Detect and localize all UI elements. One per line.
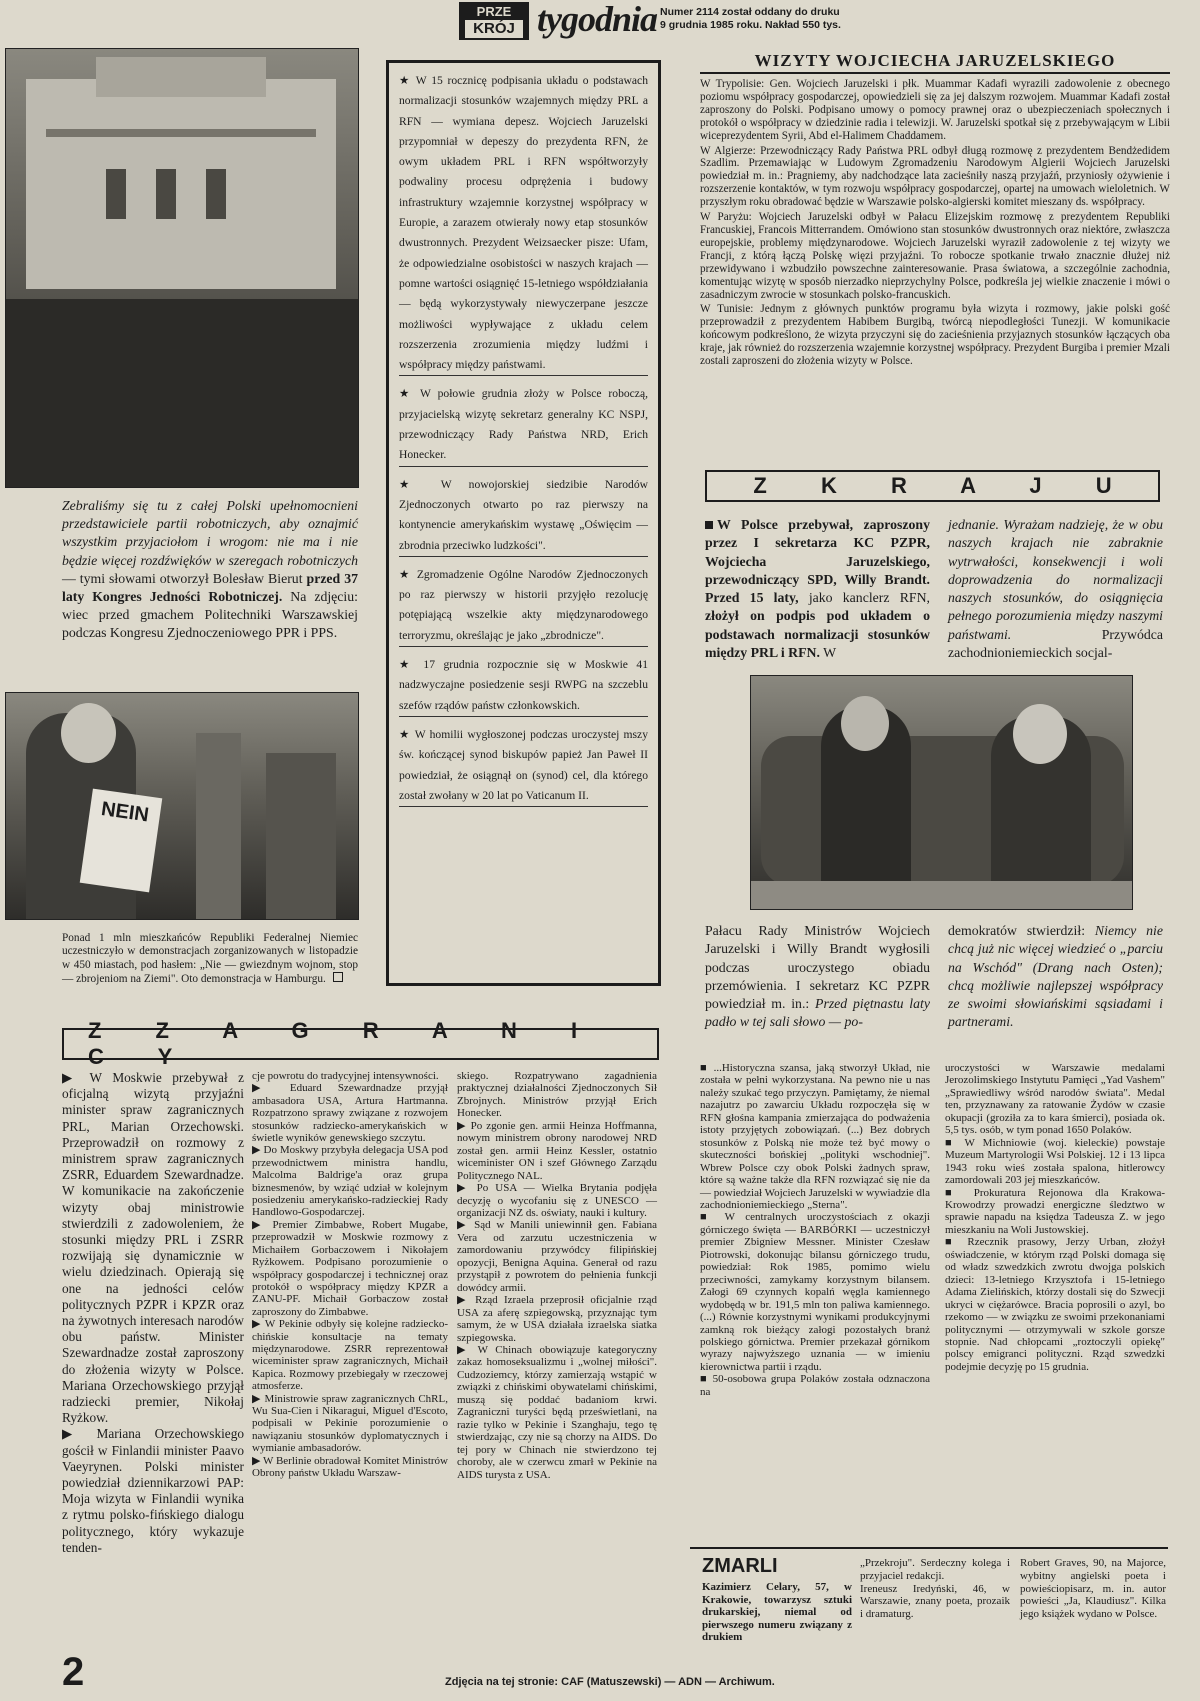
visits-body [700, 78, 1170, 370]
abroad-col2 [252, 1070, 448, 1479]
abroad-col3-text: skiego. Rozpatrywano zagadnienia praktycznej działalności Zjednoczonych Sił Zbrojnych. Ministrów przyjął Erich Honecker. ▶ Po zgonie gen. armii Heinza Hoffmanna, nowym ministrem obrony narodowej NRD został gen. armii Heinz Kessler, ostatnio wiceminister ON i szef Głównego Zarządu Politycznego NAL. ▶ Po USA — Wielka Brytania podjęła decyzję o wycofaniu się z UNESCO — organizacji NZ ds. oświaty, nauki i kultury. ▶ Sąd w Manili uniewinnił gen. Fabiana Vera od zarzutu uczestniczenia w zamordowaniu przywódcy filipińskiej opozycji, Benigna Aquina. Generał od razu przystąpił z powrotem do pełnienia funkcji dowódcy armii. ▶ Rząd Izraela przeprosił oficjalnie rząd USA za aferę szpiegowską, przyznając tym samym, że w USA działała izraelska siatka szpiegowska. ▶ W Chinach obowiązuje kategoryczny zakaz homoseksualizmu i „wolnej miłości". Cudzoziemcy, którzy zamierzają wstąpić w związki z chińskimi obywatelami chińskimi, muszą się poddać badaniom krwi. Zagraniczni turyści będą prześwietlani, na razie tylko w Pekinie i Szanghaju, tego tę stwierdzając, czy nie są chorzy na AIDS. Do tej pory w Chinach nie stwierdzono tej choroby, ale w czerwcu zmarł w Pekinie na AIDS turysta z USA. [457, 1070, 657, 1481]
demonstration-photo [5, 692, 359, 920]
bullet-square-icon [705, 521, 713, 529]
z-kraju-col3 [705, 922, 930, 1032]
news-item: ★ W 15 rocznicę podpisania układu o podstawach normalizacji stosunków wzajemnych między PRL a RFN — wymiana depesz. Wojciech Jaruzelski przypomniał w depeszy do prezydenta RFN, że owym układem PRL i RFN współtworzyły podwaliny procesu odprężenia i budowy infrastruktury wzajemnie korzystnej współpracy w Europie, a zarazem otwierały nowy etap stosunków dwustronnych. Prezydent Weizsaecker pisze: Ufam, że odpowiedzialne osobistości w naszych krajach — pomne wartości osiągnięć 15-letniego współdziałania — będą wykorzystywały niewyczerpane jeszcze możliwości wypływające z układu celem rozszerzenia zrozumienia między ludźmi i współpracy między państwami. [399, 71, 648, 376]
domestic-col4-text: ■ ...Historyczna szansa, jaką stworzył Układ, nie została w pełni wykorzystana. Na pewno nie u nas należy szukać tego przyczyn. Pamiętamy, że niemal nazajutrz po zawarciu Układu rozpoczęła się w RFN głośna kampania zmierzająca do podważenia istoty przyjętych zobowiązań. (...) Bez dobrych stosunków z Polską nie może też być mowy o skuteczności bońskiej „polityki wschodniej". Wbrew Polsce czy obok Polski żadnych spraw, które są ważne także dla RFN rozwiązać się nie da — powiedział Wojciech Jaruzelski w wywiadzie dla zachodnioniemieckiego „Sterna". ■ W centralnych uroczystościach z okazji górniczego święta — BARBÓRKI — uczestniczył premier Zbigniew Messner. Minister Czesław Piotrowski, dokonując bilansu górniczego trudu, powiedział: Rok 1985, pomimo wielu przeciwności, zamykamy korzystnym bilansem. Załogi 69 czynnych kopalń węgla kamiennego wydobędą w br. 191,5 mln ton paliwa kamiennego. (...) Równie korzystnymi wynikami produkcyjnymi zamkną rok bieżący załogi pozostałych branż polskiego górnictwa. Premier przekazał górnikom wyrazy najwyższego uznania — w imieniu kierownictwa partii i rządu. ■ 50-osobowa grupa Polaków została odznaczona na [700, 1062, 930, 1398]
issue-line-2: 9 grudnia 1985 roku. Nakład 550 tys. [660, 19, 841, 31]
news-items [399, 71, 648, 807]
logo-word-top: PRZE [476, 4, 512, 19]
brandt-visit-bold: W Polsce przebywał, zaproszony przez I sekretarza KC PZPR, Wojciecha Jaruzelskiego, przewodniczący SPD, Willy Brandt. Przed 15 laty, [705, 517, 930, 606]
news-box [386, 60, 661, 986]
issue-line-1: Numer 2114 został oddany do druku [660, 6, 840, 18]
domestic-col5 [945, 1062, 1165, 1373]
z-kraju-col1 [705, 516, 930, 662]
issue-info [660, 6, 841, 32]
z-zagranicy-banner [62, 1018, 659, 1069]
visits-paris: W Paryżu: Wojciech Jaruzelski odbył w Pałacu Elizejskim rozmowę z prezydentem Republiki Francuskiej, Francois Mitterrandem. Omówiono stan stosunków dwustronnych oraz niektóre, zwłaszcza europejskie, problemy międzynarodowe. Wojciech Jaruzelski wyraził zadowolenie z tej wizyty we Francji, z którą łączą Polskę więzi przyjaźni. To robocze spotkanie trwało znacznie dłużej niż przewidywano i wzbudziło powszechne zainteresowanie. Prasa światowa, a szczególnie zachodnia, komentując wizytę w sposób nierzadko nieprzychylny Polsce, podkreśla jej wielkie znaczenie i mówi o zasadniczym zwrocie w stosunkach polsko-francuskich. [700, 211, 1170, 301]
abroad-col3 [457, 1070, 657, 1481]
z-kraju-col2 [948, 516, 1163, 662]
z-zagranicy-title: Z Z A G R A N I C Y [88, 1018, 602, 1069]
caption-description: Na zdjęciu: wiec przed gmachem Politechniki Warszawskiej podczas Kongresu Zjednoczeniowego PPR i PPS. [62, 589, 358, 641]
news-item: ★ W połowie grudnia złoży w Polsce roboczą, przyjacielską wizytę sekretarz generalny KC NSPJ, przewodniczący Rady Państwa NRD, Erich Honecker. [399, 384, 648, 466]
logo-script: tygodnia [537, 0, 658, 39]
z-kraju-col4 [948, 922, 1163, 1032]
visits-title-rule [700, 72, 1170, 74]
spd-statement-text: demokratów stwierdził: [948, 923, 1086, 938]
nein-sign: NEIN [99, 798, 151, 827]
brandt-quote: jednanie. Wyrażam nadzieję, że w obu naszych krajach nie zabraknie wytrwałości, konsekwencji i woli doprowadzenia do normalizacji naszych stosunków, do osiągnięcia pełnego porozumienia między naszymi państwami. [948, 517, 1163, 642]
dinner-speech-quote: Przed piętnastu laty padło w tej sali słowo — po- [705, 996, 930, 1030]
obituaries-title: ZMARLI [702, 1555, 778, 1577]
caption-attribution: — tymi słowami otworzył Bolesław Bierut [62, 570, 303, 586]
obituary-col2: „Przekroju". Serdeczny kolega i przyjaciel redakcji. Ireneusz Iredyński, 46, w Warszawie, znany poeta, prozaik i dramaturg. [860, 1557, 1010, 1621]
caption-quote: Zebraliśmy się tu z całej Polski upełnomocnieni przedstawiciele partii robotniczych, aby oznajmić wszystkim przyjaciołom i wrogom: nie ma i nie będzie więcej rozdźwięków w szeregach robotniczych [62, 498, 358, 568]
z-kraju-banner [705, 470, 1160, 502]
z-kraju-title: Z K R A J U [753, 473, 1136, 498]
obituary-col1: Kazimierz Celary, 57, w Krakowie, towarzysz sztuki drukarskiej, niemal od pierwszego numeru związany z drukiem [702, 1581, 852, 1643]
obituaries-box [690, 1547, 1168, 1667]
jaruzelski-brandt-photo [750, 675, 1133, 910]
photo-credits: Zdjęcia na tej stronie: CAF (Matuszewski) — ADN — Archiwum. [445, 1676, 775, 1688]
rally-caption [62, 497, 358, 643]
page-number: 2 [62, 1650, 85, 1694]
brandt-visit-text: jako kanclerz RFN, [808, 590, 930, 606]
logo-word-bottom: KRÓJ [465, 20, 523, 38]
news-item: ★ W homilii wygłoszonej podczas uroczystej mszy św. kończącej synod biskupów papież Jan Paweł II powiedział, że osiągnął on (synod) cel, dla którego został zwołany w 20 lat po Vaticanum II. [399, 725, 648, 807]
visits-tunis: W Tunisie: Jednym z głównych punktów programu była wizyta i rozmowy, jakie polski gość przeprowadził z prezydentem Habibem Burgibą, twórcą niepodległości Tunezji. W komunikacie końcowym podkreślono, że wizyta przyczyni się do zacieśnienia przyjaznych stosunków łączących oba kraje, jak również do rozszerzenia wzajemnie korzystnej współpracy. Prezydent Burgiba i premier Mzali zostali zaproszeni do złożenia wizyty w Polsce. [700, 303, 1170, 368]
abroad-col1 [62, 1070, 244, 1556]
demo-caption-text: Ponad 1 mln mieszkańców Republiki Federalnej Niemiec uczestniczyło w demonstracjach zorganizowanych w listopadzie w 450 miastach, pod hasłem: „Nie — gwiezdnym wojnom, stop — zbrojeniom na Ziemi". Oto demonstracja w Hamburgu. [62, 932, 358, 986]
obituary-col3: Robert Graves, 90, na Majorce, wybitny angielski poeta i powieściopisarz, m. in. autor powieści „Ja, Klaudiusz". Kilka jego książek wydano w Polsce. [1020, 1557, 1166, 1621]
domestic-col5-text: uroczystości w Warszawie medalami Jerozolimskiego Instytutu Pamięci „Yad Vashem" „Sprawiedliwy wśród narodów świata". Medal ten, przyznawany za ratowanie Żydów w czasie okupacji (groziła za to kara śmierci), posiada ok. 5,5 tys. osób, w tym ponad 1650 Polaków. ■ W Michniowie (woj. kieleckie) powstaje Muzeum Martyrologii Wsi Polskiej. 12 i 13 lipca 1943 roku wieś została spalona, hitlerowcy zamordowali 203 jej mieszkańców. ■ Prokuratura Rejonowa dla Krakowa-Krowodrzy prowadzi energiczne śledztwo w sprawie napadu na księdza Tadeusza Z. w jego mieszkaniu na Woli Justowskiej. ■ Rzecznik prasowy, Jerzy Urban, złożył oświadczenie, w którym rząd Polski domaga się od władz szwedzkich zwrotu dwojga polskich dzieci: 13-letniego Krzysztofa i 15-letniego Adama Zielińskich, którzy dostali się do Szwecji ukryci w ciężarówce. Bracia poprosili o azyl, bo rzekomo — w związku ze swoimi przekonaniami politycznymi — otrzymywali w szkole gorsze stopnie. Nad chłopcami „roztoczyli opiekę" polscy emigranci polityczni. Rząd szwedzki podejmie decyzję po 15 grudnia. [945, 1062, 1165, 1373]
news-item: ★ 17 grudnia rozpocznie się w Moskwie 41 nadzwyczajne posiedzenie sesji RWPG na szczeblu szefów rządów państw członkowskich. [399, 655, 648, 717]
brandt-visit-bold2: złożył on podpis pod układem o podstawach normalizacji stosunków między PRL i RFN. [705, 608, 930, 661]
domestic-col4 [700, 1062, 930, 1398]
visits-algiers: W Algierze: Przewodniczący Rady Państwa PRL odbył długą rozmowę z prezydentem Bendżedidem Szadlim. Przemawiając w Ludowym Zgromadzeniu Narodowym Algierii Wojciech Jaruzelski powiedział m. in.: Pragniemy, aby nadchodzące lata zacieśniły naszą przyjaźń, przyniosły ożywienie i rozszerzenie kontaktów, w tym rozwoju współpracy gospodarczej, opartej na umowach wieloletnich. W przyszłym roku obradować będzie w Warszawie polsko-algierski komitet mieszany ds. współpracy. [700, 144, 1170, 209]
caption-bold: przed 37 laty Kongres Jedności Robotniczej. [62, 570, 358, 605]
visits-title: WIZYTY WOJCIECHA JARUZELSKIEGO [754, 51, 1116, 70]
rally-photo [5, 48, 359, 488]
spd-statement-quote: Niemcy nie chcą już nic więcej wiedzieć o „parciu na Wschód" (Drang nach Osten); chcą możliwie najlepszej współpracy ze swoimi słowiańskimi sąsiadami i partnerami. [948, 923, 1163, 1030]
brandt-quote-rest: Przywódca zachodnioniemieckich socjal- [948, 626, 1163, 661]
masthead [455, 2, 915, 42]
demonstration-caption [62, 932, 358, 987]
abroad-col1-text: ▶ W Moskwie przebywał z oficjalną wizytą przyjaźni minister spraw zagranicznych PRL, Marian Orzechowski. Przeprowadził on rozmowy z ministrem spraw zagranicznych ZSRR, Eduardem Szewardnadze. W komunikacie na zakończenie wizyty obaj ministrowie stwierdzili z zadowoleniem, że stosunki między PRL i ZSRR rozwijają się dynamicznie w wielu dziedzinach. Opierają się one na jedności celów politycznych PZPR i KPZR oraz na żywotnych interesach narodów obu państw. Minister Szewardnadze został zaproszony do złożenia wizyty w Polsce. Mariana Orzechowskiego przyjął radziecki premier, Nikołaj Ryżkow. ▶ Mariana Orzechowskiego gościł w Finlandii minister Paavo Vaeyrynen. Polski minister powiedział dziennikarzowi PAP: Moja wizyta w Finlandii wynika z rytmu polsko-fińskiego dialogu politycznego, który wykazuje tenden- [62, 1070, 244, 1555]
end-square-icon [333, 972, 343, 982]
logo-box [459, 2, 529, 40]
news-item: ★ Zgromadzenie Ogólne Narodów Zjednoczonych po raz pierwszy w historii przyjęło rezolucję potępiającą wszelkie akty międzynarodowego terroryzmu, określając je jako „zbrodnicze". [399, 565, 648, 647]
news-item: ★ W nowojorskiej siedzibie Narodów Zjednoczonych otwarto po raz pierwszy na kontynencie amerykańskim wystawę „Oświęcim — zbrodnia przeciwko ludzkości". [399, 475, 648, 557]
abroad-col2-text: cje powrotu do tradycyjnej intensywności. ▶ Eduard Szewardnadze przyjął ambasadora USA, Artura Hartmanna. Rozpatrzono sprawy związane z rozwojem stosunków radziecko-amerykańskich w świetle wyników genewskiego szczytu. ▶ Do Moskwy przybyła delegacja USA pod przewodnictwem ministra handlu, Malcolma Baldrige'a oraz grupa biznesmenów, by wziąć udział w kolejnym posiedzeniu amerykańsko-radzieckiej Rady Handlowo-Gospodarczej. ▶ Premier Zimbabwe, Robert Mugabe, przeprowadził w Moskwie rozmowy z Michaiłem Gorbaczowem i Nikołajem Ryżkowem. Podpisano porozumienie o współpracy gospodarczej i technicznej oraz protokół o współpracy między KPZR a ZANU-PF. Michaił Gorbaczow został zaproszony do Zimbabwe. ▶ W Pekinie odbyły się kolejne radziecko-chińskie konsultacje na tematy międzynarodowe. ZSRR reprezentował wiceminister spraw zagranicznych, Michaił Kapica. Rozmowy przebiegały w rzeczowej atmosferze. ▶ Ministrowie spraw zagranicznych ChRL, Wu Sua-Cien i Nikaragui, Miguel d'Escoto, podpisali w Pekinie porozumienie o nawiązaniu stosunków dyplomatycznych i wymianie ambasadorów. ▶ W Berlinie obradował Komitet Ministrów Obrony państw Układu Warszaw- [252, 1070, 448, 1479]
brandt-visit-end: W [823, 645, 837, 661]
dinner-speech-text: Pałacu Rady Ministrów Wojciech Jaruzelski i Willy Brandt wygłosili podczas uroczystego obiadu przemówienia. I sekretarz KC PZPR powiedział m. in.: [705, 923, 930, 1012]
visits-tripoli: W Trypolisie: Gen. Wojciech Jaruzelski i płk. Muammar Kadafi wyrazili zadowolenie z obecnego poziomu współpracy gospodarczej, opowiedzieli się za jej dalszym rozwojem. Muammar Kadafi został zaproszony do Polski. Podpisano umowy o pomocy prawnej oraz o ubezpieczeniach społecznych i protokół o współpracy w dziedzinie radia i telewizji. W. Jaruzelski spotkał się z przebywającym w Libii wiceprezydentem Syrii, Abd el-Halimem Chaddamem. [700, 78, 1170, 142]
